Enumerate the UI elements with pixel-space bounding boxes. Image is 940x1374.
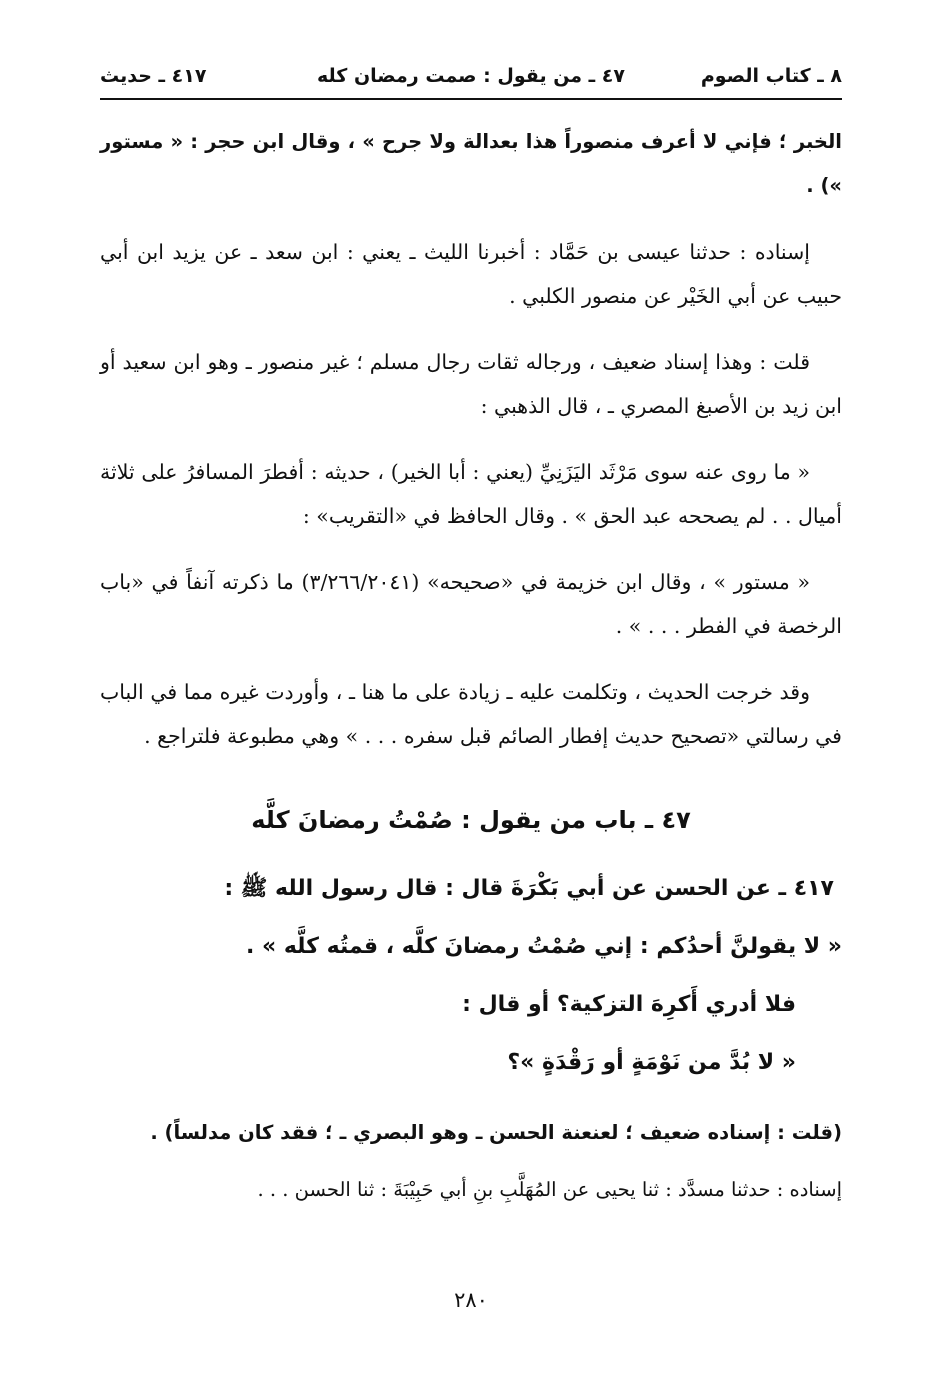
- page-body: [100, 120, 842, 1214]
- hadith-line: « لا بُدَّ من نَوْمَةٍ أو رَقْدَةٍ »؟: [507, 1050, 796, 1075]
- paragraph-isnad-second: إسناده : حدثنا مسدَّد : ثنا يحيى عن المُهَلَّبِ بنِ أبي حَبِيْبَةَ : ثنا الحسن . . .: [257, 1178, 842, 1201]
- hadith-line: ٤١٧ ـ عن الحسن عن أبي بَكْرَةَ قال : قال رسول الله ﷺ :: [224, 876, 834, 901]
- grading-note: (قلت : إسناده ضعيف ؛ لعنعنة الحسن ـ وهو البصري ـ ؛ فقد كان مدلساً) .: [150, 1121, 842, 1144]
- hadith-line: « لا يقولنَّ أحدُكم : إني صُمْتُ رمضانَ كلَّه ، قمتُه كلَّه » .: [245, 934, 842, 959]
- running-header: [100, 58, 842, 94]
- paragraph-ibn-khuzaymah: « مستور » ، وقال ابن خزيمة في «صحيحه» (٣/٢٦٦/٢٠٤١) ما ذكرته آنفاً في «باب الرخصة في الفطر . . . » .: [100, 570, 842, 638]
- book-page: [100, 58, 842, 1348]
- hadith-text: [100, 860, 842, 1092]
- header-chapter-title: ٤٧ ـ من يقول : صمت رمضان كله: [317, 65, 625, 87]
- page-number: ٢٨٠: [454, 1288, 488, 1312]
- paragraph-isnad: إسناده : حدثنا عيسى بن حَمَّاد : أخبرنا الليث ـ يعني : ابن سعد ـ عن يزيد ابن أبي حبيب عن أبي الخَيْر عن منصور الكلبي .: [100, 240, 842, 308]
- header-divider: [100, 98, 842, 100]
- paragraph-comment: قلت : وهذا إسناد ضعيف ، ورجاله ثقات رجال مسلم ؛ غير منصور ـ وهو ابن سعيد أو ابن زيد بن الأصبغ المصري ـ ، قال الذهبي :: [100, 350, 842, 418]
- paragraph-takhrij: وقد خرجت الحديث ، وتكلمت عليه ـ زيادة على ما هنا ـ ، وأوردت غيره مما في الباب في رسالتي «تصحيح حديث إفطار الصائم قبل سفره . . . » وهي مطبوعة فلتراجع .: [100, 680, 842, 748]
- chapter-heading: ٤٧ ـ باب من يقول : صُمْتُ رمضانَ كلَّه: [251, 806, 691, 834]
- header-hadith-number: ٤١٧ ـ حديث: [100, 65, 207, 87]
- header-book-title: ٨ ـ كتاب الصوم: [700, 65, 842, 87]
- paragraph-continuation: الخبر ؛ فإني لا أعرف منصوراً هذا بعدالة ولا جرح » ، وقال ابن حجر : « مستور ») .: [100, 130, 842, 197]
- hadith-line: فلا أدري أَكرِهَ التزكية؟ أو قال :: [462, 992, 796, 1017]
- paragraph-dhahabi-quote: « ما روى عنه سوى مَرْثَد اليَزَنِيِّ (يعني : أبا الخير) ، حديثه : أفطرَ المسافرُ على ثلاثة أميال . . لم يصححه عبد الحق » . وقال الحافظ في «التقريب» :: [100, 460, 842, 528]
